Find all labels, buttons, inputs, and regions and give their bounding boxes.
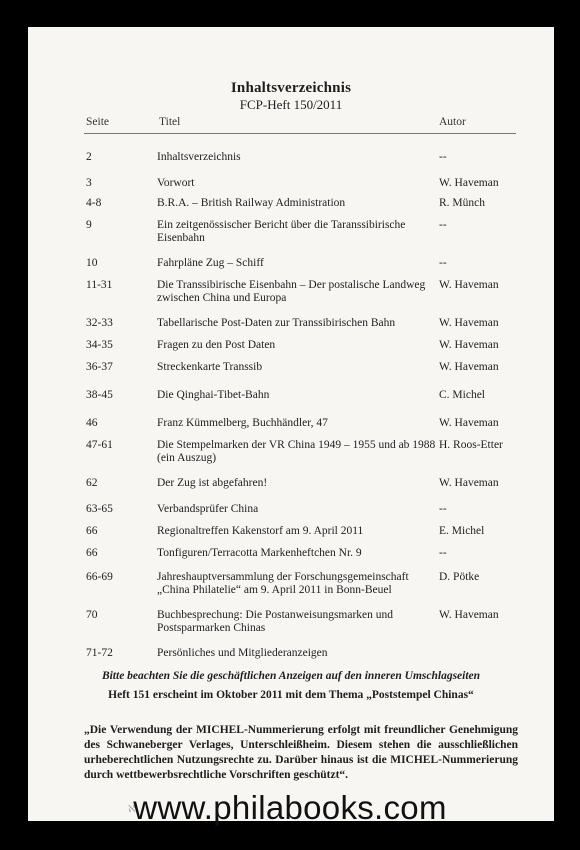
- toc-title: Tonfiguren/Terracotta Markenheftchen Nr. 9: [157, 547, 362, 559]
- toc-author: --: [439, 257, 447, 269]
- column-header-author: Autor: [439, 116, 466, 128]
- toc-title: Ein zeitgenössischer Bericht über die Taranssibirische Eisenbahn: [157, 219, 406, 244]
- toc-page: 62: [86, 477, 98, 489]
- toc-title: Jahreshauptversammlung der Forschungsgemeinschaft „China Philatelie“ am 9. April 2011 in Bonn-Beuel: [157, 571, 409, 596]
- toc-page: 66: [86, 547, 98, 559]
- toc-page: 66-69: [86, 571, 113, 583]
- toc-title: B.R.A. – British Railway Administration: [157, 197, 346, 209]
- ads-note: Bitte beachten Sie die geschäftlichen Anzeigen auf den inneren Umschlagseiten: [101, 670, 481, 682]
- toc-author: E. Michel: [439, 525, 485, 537]
- toc-page: 38-45: [86, 389, 113, 401]
- toc-author: W. Haveman: [439, 361, 499, 373]
- toc-table: [28, 27, 554, 677]
- toc-page: 3: [86, 177, 92, 189]
- toc-author: --: [439, 503, 447, 515]
- toc-author: --: [439, 151, 447, 163]
- toc-title: Die Stempelmarken der VR China 1949 – 1955 und ab 1988 (ein Auszug): [157, 439, 436, 464]
- toc-author: W. Haveman: [439, 279, 499, 291]
- toc-title: Tabellarische Post-Daten zur Transsibirischen Bahn: [157, 317, 396, 329]
- toc-author: --: [439, 219, 447, 231]
- toc-title: Streckenkarte Transsib: [157, 361, 263, 373]
- scanned-page: [28, 27, 554, 821]
- toc-page: 2: [86, 151, 92, 163]
- scan-mark: ℵ: [128, 804, 136, 815]
- toc-page: 71-72: [86, 647, 113, 659]
- toc-title: Franz Kümmelberg, Buchhändler, 47: [157, 417, 328, 429]
- document-subtitle: FCP-Heft 150/2011: [239, 97, 343, 112]
- toc-page: 36-37: [86, 361, 113, 373]
- toc-page: 70: [86, 609, 98, 621]
- toc-page: 11-31: [86, 279, 113, 291]
- toc-page: 66: [86, 525, 98, 537]
- michel-copyright-notice: „Die Verwendung der MICHEL-Nummerierung erfolgt mit freundlicher Genehmigung des Schwaneberger Verlages, Unterschleißheim. Diesem stehen die ausschließlichen urheberechtlichen Nutzungsrechte zu. Darüber hinaus ist die MICHEL-Nummerierung durch wettbewerbsrechtliche Vorschriften geschützt“.: [84, 724, 518, 781]
- toc-author: W. Haveman: [439, 339, 499, 351]
- toc-author: W. Haveman: [439, 417, 499, 429]
- toc-author: H. Roos-Etter: [439, 439, 503, 451]
- toc-author: D. Pötke: [439, 571, 480, 583]
- column-header-title: Titel: [159, 116, 181, 128]
- toc-title: Inhaltsverzeichnis: [157, 151, 241, 163]
- toc-title: Buchbesprechung: Die Postanweisungsmarken und Postsparmarken Chinas: [157, 609, 394, 634]
- toc-title: Fahrpläne Zug – Schiff: [157, 257, 264, 269]
- toc-author: --: [439, 547, 447, 559]
- document-title: Inhaltsverzeichnis: [230, 80, 352, 96]
- toc-page: 9: [86, 219, 92, 231]
- next-issue-note: Heft 151 erscheint im Oktober 2011 mit dem Thema „Poststempel Chinas“: [108, 689, 474, 701]
- toc-page: 4-8: [86, 197, 102, 209]
- toc-author: W. Haveman: [439, 177, 499, 189]
- toc-title: Die Qinghai-Tibet-Bahn: [157, 389, 270, 401]
- toc-page: 63-65: [86, 503, 113, 515]
- column-header-page: Seite: [86, 116, 109, 128]
- toc-author: W. Haveman: [439, 609, 499, 621]
- toc-title: Fragen zu den Post Daten: [157, 339, 276, 351]
- toc-author: W. Haveman: [439, 477, 499, 489]
- toc-title: Regionaltreffen Kakenstorf am 9. April 2011: [157, 525, 364, 537]
- toc-author: W. Haveman: [439, 317, 499, 329]
- toc-title: Die Transsibirische Eisenbahn – Der postalische Landweg zwischen China und Europa: [157, 279, 426, 304]
- toc-title: Persönliches und Mitgliederanzeigen: [157, 647, 328, 659]
- toc-author: C. Michel: [439, 389, 485, 401]
- watermark-url: www.philabooks.com: [133, 789, 447, 826]
- toc-title: Verbandsprüfer China: [157, 503, 259, 515]
- toc-page: 47-61: [86, 439, 113, 451]
- toc-page: 46: [86, 417, 98, 429]
- toc-page: 10: [86, 257, 98, 269]
- toc-page: 32-33: [86, 317, 113, 329]
- toc-title: Vorwort: [157, 177, 195, 189]
- toc-title: Der Zug ist abgefahren!: [157, 477, 268, 489]
- toc-author: R. Münch: [439, 197, 485, 209]
- toc-page: 34-35: [86, 339, 113, 351]
